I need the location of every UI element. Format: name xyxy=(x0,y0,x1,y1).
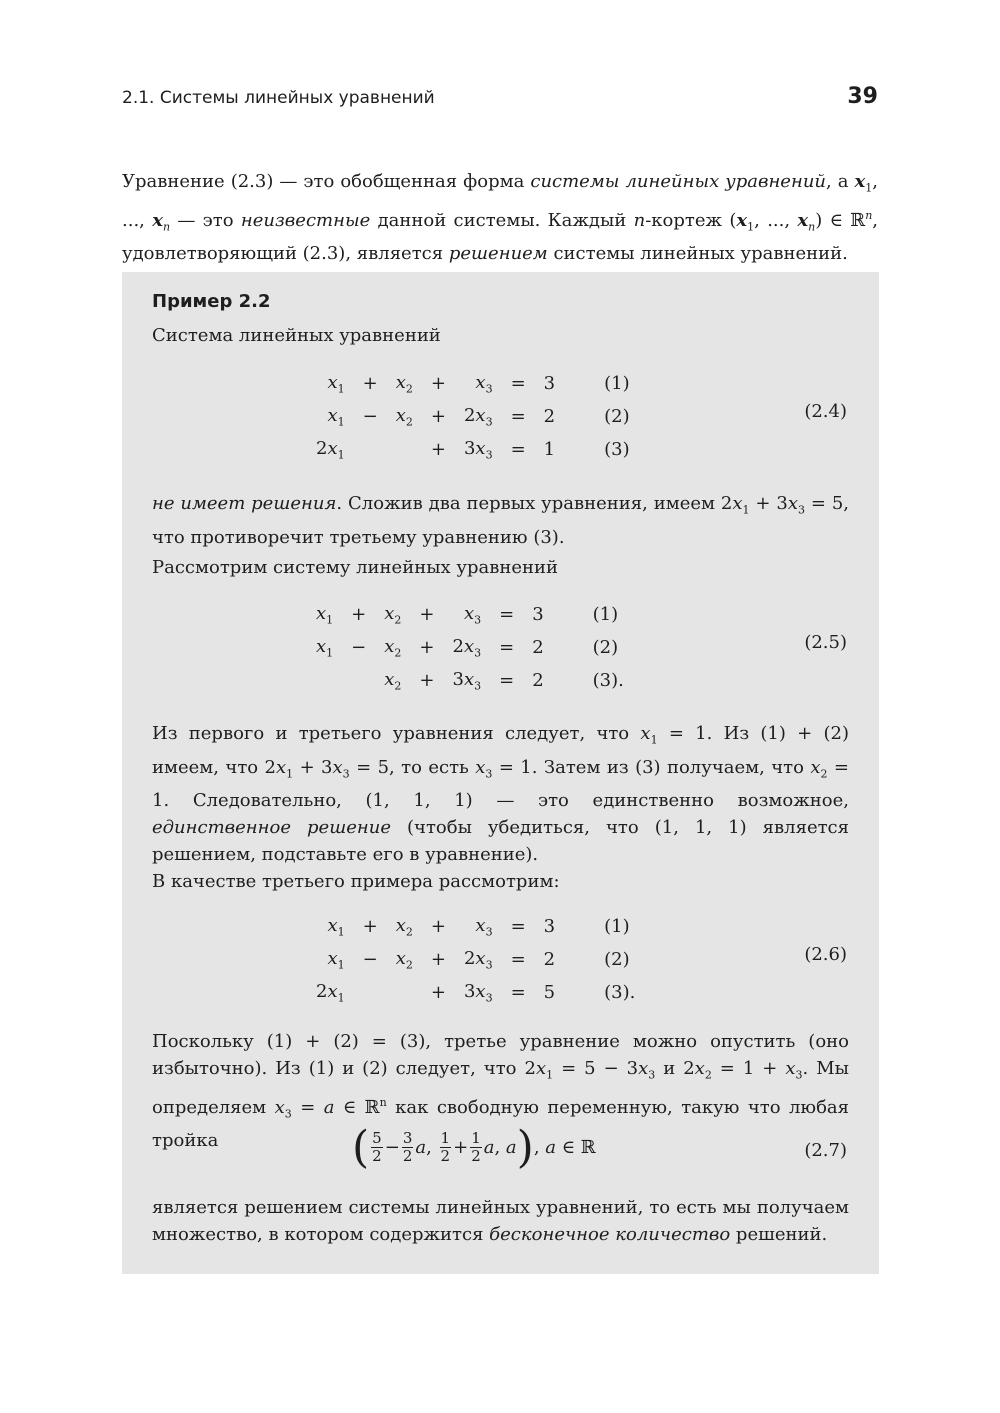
example-paragraph-3: Рассмотрим систему линейных уравнений xyxy=(152,557,559,578)
example-paragraph-7: является решением системы линейных уравнений, то есть мы получаем множество, в котором содержится бесконечное количество решений. xyxy=(152,1197,849,1245)
equation-row xyxy=(307,910,644,943)
intro-paragraph: Уравнение (2.3) — это обобщенная форма системы линейных уравнений, а $x_1$, ..., $x_n$ — это неизвестные данной системы. Каждый n-кортеж ($x_1$, ..., $x_n$) ∈ ℝ$^n$, удовлетворяющий (2.3), является решением системы линейных уравнений. xyxy=(122,171,879,265)
equation-number: (2.6) xyxy=(804,944,847,965)
equals-sign: = xyxy=(499,637,515,658)
term-3: $3x_3$ xyxy=(463,437,493,462)
example-title: Пример 2.2 xyxy=(152,291,271,312)
equation-row xyxy=(307,664,633,697)
fraction: $\frac{5}{2}$ xyxy=(372,1129,382,1165)
example-paragraph-2: не имеет решения. Сложив два первых уравнения, имеем $2x_1 + 3x_3 = 5$, что противоречит третьему уравнению (3). xyxy=(152,493,850,548)
rhs-value: 2 xyxy=(532,670,544,691)
equals-sign: = xyxy=(510,373,526,394)
equals-sign: = xyxy=(510,406,526,427)
term-1: $x_1$ xyxy=(316,635,334,660)
page-number: 39 xyxy=(847,84,878,109)
row-tag: (3). xyxy=(592,670,624,691)
term-1: $2x_1$ xyxy=(316,980,345,1005)
rhs-value: 3 xyxy=(532,604,544,625)
operator: − xyxy=(351,637,367,658)
term-2: $x_2$ xyxy=(395,371,413,396)
term-3: $x_3$ xyxy=(475,371,493,396)
term-3: $2x_3$ xyxy=(452,635,482,660)
equation-number: (2.7) xyxy=(804,1140,847,1161)
operator: − xyxy=(362,406,378,427)
term-3: $3x_3$ xyxy=(452,668,482,693)
right-paren: ) xyxy=(516,1122,534,1173)
equation-row xyxy=(307,367,639,400)
term-2: $x_2$ xyxy=(395,947,413,972)
equation-row xyxy=(307,598,633,631)
term-2 xyxy=(387,433,422,466)
term-1: $x_1$ xyxy=(327,371,345,396)
operator xyxy=(354,976,387,1009)
operator: + xyxy=(430,982,446,1003)
fraction: $\frac{1}{2}$ xyxy=(440,1129,451,1165)
operator xyxy=(354,433,387,466)
row-tag: (2) xyxy=(592,637,619,658)
term-1: $x_1$ xyxy=(316,602,334,627)
term-1: $x_1$ xyxy=(327,947,345,972)
term-2 xyxy=(387,976,422,1009)
rhs-value: 5 xyxy=(543,982,556,1003)
equation-2-7 xyxy=(152,1122,849,1182)
operator: + xyxy=(430,916,446,937)
term-3: $3x_3$ xyxy=(463,980,493,1005)
equation-row xyxy=(307,976,644,1009)
row-tag: (1) xyxy=(604,916,630,937)
rhs-value: 1 xyxy=(543,439,556,460)
operator: + xyxy=(419,670,435,691)
equation-row xyxy=(307,631,633,664)
running-header: 2.1. Системы линейных уравнений xyxy=(122,88,435,108)
tuple-expression: ( $\frac{5}{2}$ − $\frac{3}{2}$ a, $\frac{1}{2}$ + $\frac{1}{2}$ a, a), a ∈ ℝ xyxy=(352,1122,596,1173)
operator: + xyxy=(351,604,367,625)
term-3: $2x_3$ xyxy=(463,404,493,429)
rhs-value: 2 xyxy=(543,949,556,970)
operator: − xyxy=(362,949,378,970)
operator: + xyxy=(362,916,378,937)
example-paragraph-5: В качестве третьего примера рассмотрим: xyxy=(152,871,560,892)
term-2: $x_2$ xyxy=(395,914,413,939)
row-tag: (3) xyxy=(604,439,630,460)
equals-sign: = xyxy=(510,439,526,460)
operator: + xyxy=(430,406,446,427)
term-1: $x_1$ xyxy=(327,404,345,429)
rhs-value: 3 xyxy=(543,916,556,937)
term-3: $x_3$ xyxy=(475,914,493,939)
operator xyxy=(342,664,375,697)
equation-row xyxy=(307,943,644,976)
operator: + xyxy=(419,604,435,625)
equals-sign: = xyxy=(510,916,526,937)
rhs-value: 3 xyxy=(543,373,556,394)
operator: + xyxy=(430,439,446,460)
equals-sign: = xyxy=(510,949,526,970)
term-2: $x_2$ xyxy=(384,635,402,660)
operator: + xyxy=(419,637,435,658)
term-1: $2x_1$ xyxy=(316,437,345,462)
term-1 xyxy=(307,664,342,697)
operator: + xyxy=(430,949,446,970)
term-3: $x_3$ xyxy=(463,602,482,627)
example-paragraph-6: Поскольку (1) + (2) = (3), третье уравнение можно опустить (оно избыточно). Из (1) и (2) следует, что $2x_1 = 5 - 3x_3$ и $2x_2 = 1 + x_3$. Мы определяем $x_3 = a$ ∈ ℝ$^n$ как свободную переменную, такую что любая тройка xyxy=(152,1031,849,1152)
equation-table xyxy=(307,367,639,466)
example-paragraph-4: Из первого и третьего уравнения следует, что $x_1 = 1$. Из (1) + (2) имеем, что $2x_1 + 3x_3 = 5$, то есть $x_3 = 1$. Затем из (3) получаем, что $x_2 = 1$. Следовательно, (1, 1, 1) — это единственно возможное, единственное решение (чтобы убедиться, что (1, 1, 1) является решением, подставьте его в уравнение). xyxy=(152,723,850,866)
equation-table xyxy=(307,910,644,1009)
row-tag: (2) xyxy=(604,949,630,970)
equals-sign: = xyxy=(499,670,515,691)
equation-table xyxy=(307,598,633,697)
term-1: $x_1$ xyxy=(327,914,345,939)
term-2: $x_2$ xyxy=(395,404,413,429)
fraction: $\frac{1}{2}$ xyxy=(471,1129,481,1165)
equation-number: (2.5) xyxy=(804,632,847,653)
equation-number: (2.4) xyxy=(804,401,847,422)
rhs-value: 2 xyxy=(532,637,544,658)
example-paragraph-1: Система линейных уравнений xyxy=(152,325,441,346)
row-tag: (3). xyxy=(604,982,636,1003)
left-paren: ( xyxy=(352,1122,370,1173)
equals-sign: = xyxy=(510,982,526,1003)
term-2: $x_2$ xyxy=(384,668,402,693)
equation-row xyxy=(307,400,639,433)
term-3: $2x_3$ xyxy=(463,947,493,972)
operator: + xyxy=(362,373,378,394)
operator: + xyxy=(430,373,446,394)
term-2: $x_2$ xyxy=(384,602,402,627)
row-tag: (1) xyxy=(604,373,630,394)
rhs-value: 2 xyxy=(543,406,556,427)
row-tag: (2) xyxy=(604,406,630,427)
equation-row xyxy=(307,433,639,466)
fraction: $\frac{3}{2}$ xyxy=(402,1129,413,1165)
example-box xyxy=(122,272,879,1274)
row-tag: (1) xyxy=(592,604,619,625)
equals-sign: = xyxy=(499,604,515,625)
